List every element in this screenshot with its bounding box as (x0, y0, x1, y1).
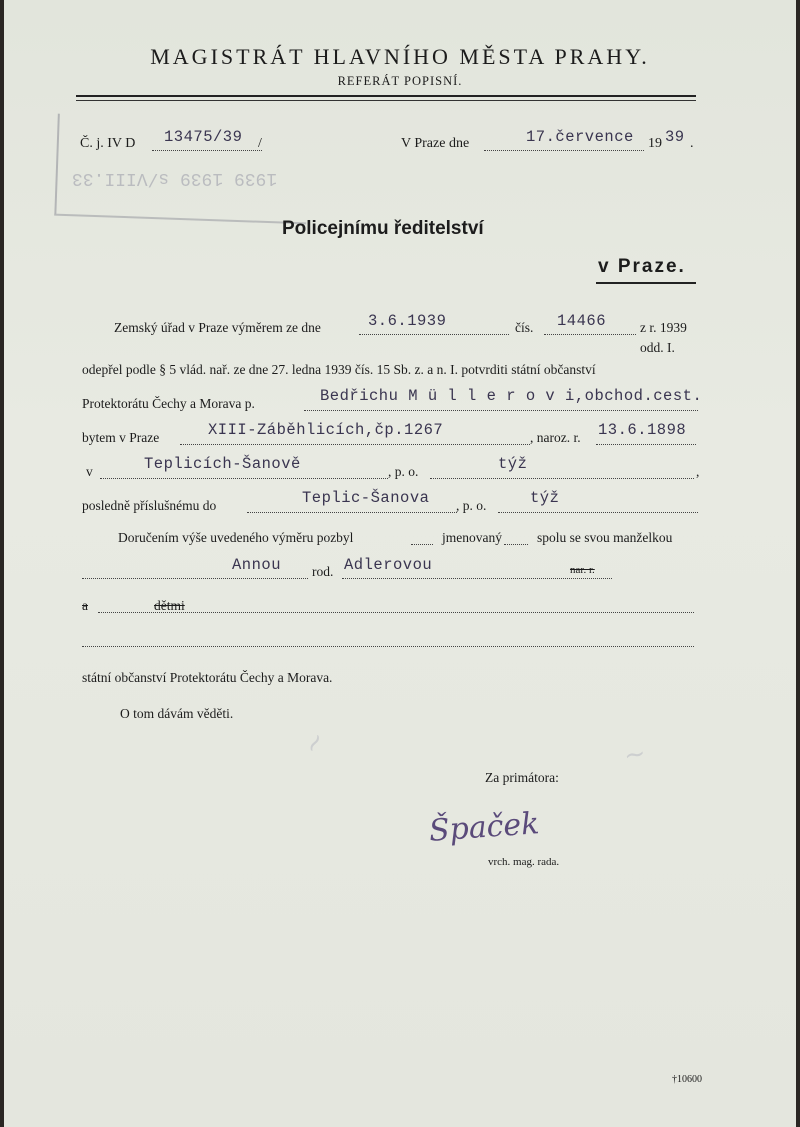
maiden-dots (342, 578, 612, 579)
recipient-underline (596, 282, 696, 284)
delivery-dots-1 (411, 544, 433, 545)
blank-line (82, 646, 694, 647)
date-dots (484, 150, 644, 151)
year-label: z r. 1939 (640, 320, 687, 335)
district-dots-1 (430, 478, 694, 479)
decision-intro: Zemský úřad v Praze výměrem ze dne (114, 320, 321, 335)
reference-dots (152, 150, 262, 151)
year-prefix: 19 (648, 136, 662, 151)
decision-date-dots (359, 334, 509, 335)
and-crossed-out: a (82, 598, 88, 613)
number-label: čís. (515, 320, 534, 335)
born-label: , naroz. r. (530, 430, 581, 445)
letter-year: 39 (665, 128, 685, 146)
letterhead-title: MAGISTRÁT HLAVNÍHO MĚSTA PRAHY. (150, 44, 650, 69)
decision-number-dots (544, 334, 636, 335)
letter-date: 17.července (526, 128, 634, 146)
wife-name: Annou (232, 556, 282, 574)
residence-dots (180, 444, 530, 445)
delivery-text-1: Doručením výše uvedeného výměru pozbyl (118, 530, 354, 545)
notice-text: O tom dávám věděti. (120, 706, 234, 721)
district-comma: , (696, 464, 700, 479)
district-2: týž (530, 489, 560, 507)
decision-date: 3.6.1939 (368, 312, 447, 330)
place-date-label: V Praze dne (401, 136, 470, 151)
wife-dots (82, 578, 308, 579)
belonging-label: posledně příslušnému do (82, 498, 217, 513)
birthplace-dots (100, 478, 388, 479)
belonging-dots (247, 512, 457, 513)
district-1: týž (498, 455, 528, 473)
recipient-line-2: v Praze. (598, 256, 686, 277)
faint-annotation-2: ~ (621, 738, 649, 772)
wife-maiden-name: Adlerovou (344, 556, 433, 574)
person-dots (304, 410, 698, 411)
delivery-text-2: jmenovaný (442, 530, 502, 545)
delivery-dots-2 (504, 544, 528, 545)
signature-for-label: Za primátora: (485, 770, 559, 785)
decision-number: 14466 (557, 312, 607, 330)
recipient-line-1: Policejnímu ředitelství (282, 218, 484, 239)
protectorate-label: Protektorátu Čechy a Morava p. (82, 396, 255, 411)
letterhead-subtitle: REFERÁT POPISNÍ. (337, 74, 463, 88)
belonging-place: Teplic-Šanova (302, 489, 430, 507)
person-name: Bedřichu M ü l l e r o v i,obchod.cest. (320, 387, 703, 405)
in-label: v (86, 464, 93, 479)
header-rule-thick (76, 95, 696, 97)
district-label-2: , p. o. (456, 498, 487, 513)
handwritten-signature: Špaček (427, 806, 541, 849)
birth-date: 13.6.1898 (598, 421, 687, 439)
birthplace: Teplicích-Šanově (144, 455, 301, 473)
children-crossed-out: dětmi (154, 598, 185, 613)
born-dots (596, 444, 696, 445)
year-period: . (690, 136, 694, 151)
reference-slash: / (258, 136, 262, 151)
residence-label: bytem v Praze (82, 430, 160, 445)
faint-annotation-1: ~ (296, 726, 334, 760)
citizenship-text: státní občanství Protektorátu Čechy a Morava. (82, 670, 333, 685)
district-dots-2 (498, 512, 698, 513)
header-rule-thin (76, 100, 696, 101)
legal-basis: odepřel podle § 5 vlád. nař. ze dne 27. ledna 1939 čís. 15 Sb. z. a n. I. potvrditi státní občanství (82, 362, 596, 377)
residence: XIII-Záběhlicích,čp.1267 (208, 421, 444, 439)
signatory-title: vrch. mag. rada. (488, 856, 560, 868)
district-label-1: , p. o. (388, 464, 419, 479)
form-number: †10600 (672, 1074, 702, 1085)
children-dots (98, 612, 694, 613)
delivery-text-3: spolu se svou manželkou (537, 530, 673, 545)
maiden-label: rod. (312, 564, 334, 579)
document-page (4, 0, 796, 1127)
born-crossed-out: nar. r. (570, 564, 595, 576)
department: odd. I. (640, 340, 675, 355)
reference-number: 13475/39 (164, 128, 243, 146)
reference-label: Č. j. IV D (80, 136, 136, 151)
faded-stamp: 1939 1939 s/VIII.33 (72, 168, 278, 188)
